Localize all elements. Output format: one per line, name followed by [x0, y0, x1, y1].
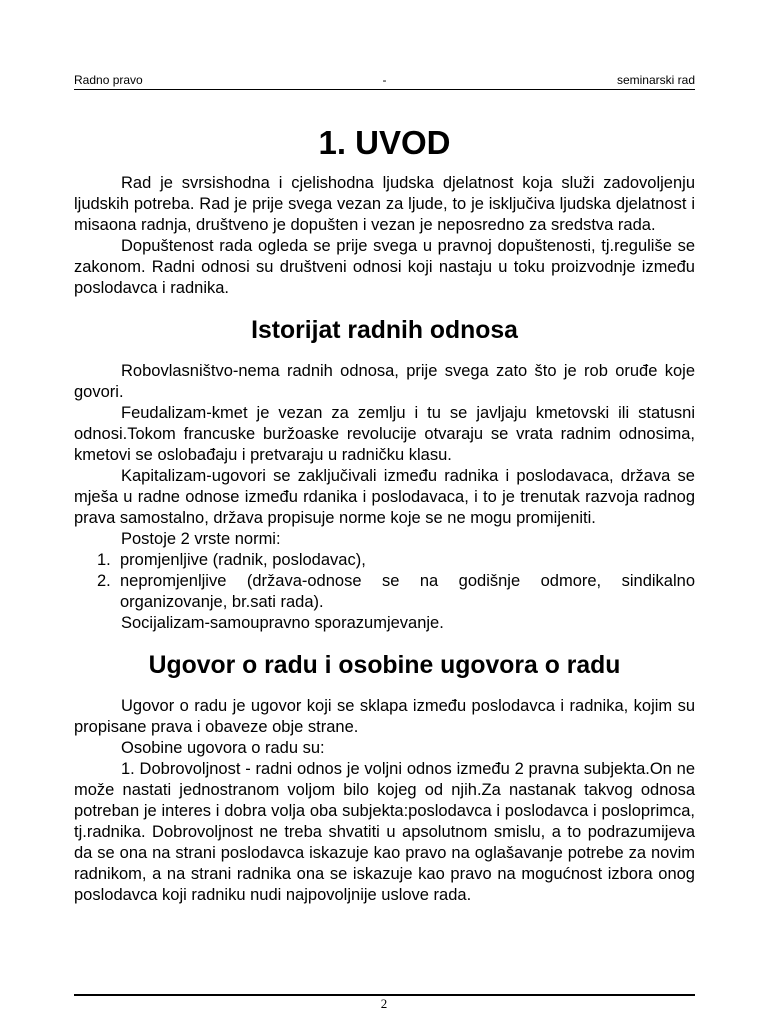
- paragraph: Kapitalizam-ugovori se zaključivali između radnika i poslodavaca, država se mješa u radne odnose između rdanika i poslodavaca, i to je trenutak razvoja radnog prava samostalno, država propisuje norme koje se ne mogu promijeniti.: [74, 467, 695, 527]
- section-title-ugovor: Ugovor o radu i osobine ugovora o radu: [148, 652, 621, 679]
- paragraph: Socijalizam-samoupravno sporazumjevanje.: [121, 614, 444, 632]
- header-right: seminarski rad: [616, 73, 695, 87]
- list-number: 2.: [97, 572, 111, 590]
- page-number: 2: [380, 996, 388, 1011]
- paragraph: Osobine ugovora o radu su:: [121, 739, 325, 757]
- list-text: nepromjenljive (država-odnose se na godišnje odmore, sindikalno organizovanje, br.sati rada).: [120, 572, 695, 611]
- section-title-uvod: 1. UVOD: [318, 124, 451, 161]
- paragraph: Feudalizam-kmet je vezan za zemlju i tu se javljaju kmetovski ili statusni odnosi.Tokom francuske buržoaske revolucije otvaraju se vrata radnim odnosima, kmetovi se oslobađaju i pretvaraju u radničku klasu.: [74, 404, 695, 464]
- list-item: [74, 571, 695, 613]
- header-center: -: [382, 73, 387, 87]
- paragraph: Postoje 2 vrste normi:: [121, 530, 281, 548]
- list-number: 1.: [97, 551, 111, 569]
- list-item: [74, 550, 695, 571]
- paragraph: Rad je svrsishodna i cjelishodna ljudska djelatnost koja služi zadovoljenju ljudskih potreba. Rad je prije svega vezan za ljude, to je isključiva ljudska djelatnost i misaona radnja, društveno je dopušten i vezan je neposredno za sredstva rada.: [74, 174, 695, 234]
- paragraph: Ugovor o radu je ugovor koji se sklapa između poslodavca i radnika, kojim su propisane prava i obaveze obje strane.: [74, 697, 695, 736]
- header-left: Radno pravo: [74, 73, 143, 87]
- page-header: [74, 73, 695, 90]
- list-text: promjenljive (radnik, poslodavac),: [120, 551, 366, 569]
- section-title-istorijat: Istorijat radnih odnosa: [251, 317, 518, 344]
- norms-list: [74, 550, 695, 613]
- document-body: [74, 124, 695, 906]
- paragraph: Robovlasništvo-nema radnih odnosa, prije svega zato što je rob oruđe koje govori.: [74, 362, 695, 401]
- paragraph: Dopuštenost rada ogleda se prije svega u pravnoj dopuštenosti, tj.reguliše se zakonom. Radni odnosi su društveni odnosi koji nastaju u toku proizvodnje između poslodavca i radnika.: [74, 237, 695, 297]
- paragraph: 1. Dobrovoljnost - radni odnos je voljni odnos između 2 pravna subjekta.On ne može nastati jednostranom voljom bilo kojeg od njih.Za nastanak takvog odnosa potreban je interes i dobra volja oba subjekta:poslodavca i poslodavca i posloprimca, tj.radnika. Dobrovoljnost ne treba shvatiti u apsolutnom smislu, a to podrazumijeva da se ona na strani poslodavca iskazuje kao pravo na oglašavanje potrebe za novim radnikom, a na strani radnika ona se iskazuje kao pravo na mogućnost izbora onog poslodavca koji radniku nudi najpovoljnije uslove rada.: [74, 760, 695, 904]
